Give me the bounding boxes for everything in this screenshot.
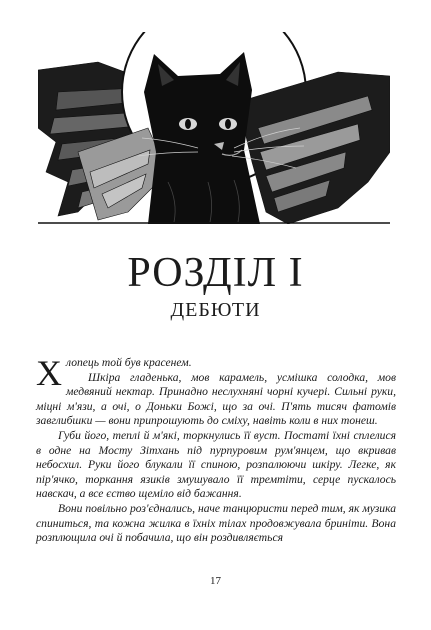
chapter-body bbox=[36, 353, 396, 546]
paragraph: Губи його, теплі й м'які, торкнулись її вуст. Постаті їхні сплелися в одне на Мосту Зітхань під пурпуровим рум'янцем, що вкривав небосхил. Руки його блукали її спиною, розпалюючи шкіру. Легке, як пір'ячко, торкання язиків змушувало її тремтіти, серце пускалось навскач, а все єство щеміло від бажання. bbox=[36, 428, 396, 501]
paragraph: Шкіра гладенька, мов карамель, усмішка солодка, мов медвяний нектар. Принадно неслухняні чорні кучері. Сильні руки, міцні м'язи, а очі, о Доньки Божі, що за очі. П'ять тисяч фатомів завглибшки — вони припрошують до сміху, навіть коли в них тонеш. bbox=[36, 370, 396, 428]
drop-cap: Х bbox=[36, 353, 62, 393]
cat-with-wings-illustration bbox=[38, 32, 390, 224]
chapter-subtitle: ДЕБЮТИ bbox=[170, 299, 261, 321]
paragraph: Хлопець той був красенем. bbox=[36, 353, 192, 393]
page-number: 17 bbox=[210, 575, 221, 587]
chapter-title: РОЗДІЛ I bbox=[127, 250, 304, 296]
paragraph: Вони повільно роз'єднались, наче танцюристи перед тим, як музика спиниться, та кожна жилка в їхніх тілах продовжувала бриніти. Вона розплющила очі й побачила, що він роздивляється bbox=[36, 501, 396, 545]
